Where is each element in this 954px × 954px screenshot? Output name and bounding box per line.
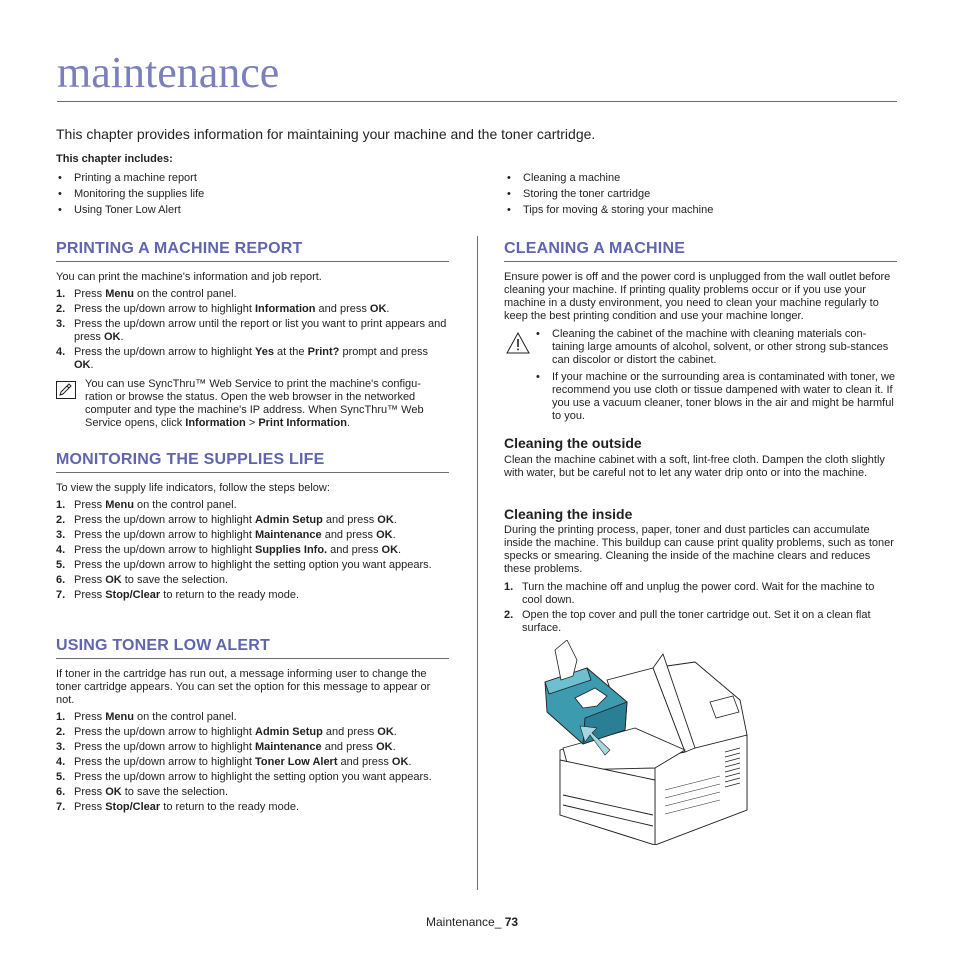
step-item <box>56 771 448 784</box>
caution-item: • If your machine or the surrounding area is contaminated with toner, we recommend you use cloth or tissue dampened with water to clean it. If you use a vacuum cleaner, toner blows in the air and might be harmful to you. <box>534 371 896 423</box>
emphasis-text: Yes <box>255 346 274 358</box>
cleaning-intro: Ensure power is off and the power cord is unplugged from the wall outlet before cleaning your machine. If printing quality problems occur or if you use your machine in a dusty environment, you need to clean your machine regularly to keep the best printing condition and use your machine longer. <box>504 271 891 322</box>
step-item <box>56 288 448 301</box>
toc-item[interactable]: • Storing the toner cartridge <box>505 188 713 204</box>
section-rule <box>56 472 449 473</box>
emphasis-text: Menu <box>105 499 134 511</box>
warning-triangle-icon <box>506 332 530 354</box>
step-text: Press OK to save the selection. <box>74 574 229 586</box>
section-rule <box>504 261 897 262</box>
step-text: Open the top cover and pull the toner cartridge out. Set it on a clean flat surface. <box>522 609 871 634</box>
cleaning-steps <box>504 581 896 637</box>
step-number: 1. <box>56 711 66 723</box>
step-text: Press the up/down arrow to highlight the setting option you want appears. <box>74 771 432 783</box>
toc-item[interactable]: • Tips for moving & storing your machine <box>505 204 713 220</box>
caution-item: • Cleaning the cabinet of the machine with cleaning materials con-taining large amounts of alcohol, solvent, or other strong sub-stances can discolor or distort the cabinet. <box>534 328 896 367</box>
step-number: 1. <box>56 499 66 511</box>
subheading-outside: Cleaning the outside <box>504 435 642 451</box>
emphasis-text: Admin Setup <box>255 514 323 526</box>
emphasis-text: Print? <box>307 346 340 358</box>
step-text: Press Menu on the control panel. <box>74 288 237 300</box>
step-text: Press the up/down arrow to highlight Information and press OK. <box>74 303 390 315</box>
emphasis-text: OK <box>103 331 121 343</box>
emphasis-text: OK <box>377 514 394 526</box>
page-number: 73 <box>504 915 519 929</box>
printer-toner-illustration <box>535 640 755 845</box>
note-pencil-icon <box>56 381 76 399</box>
toc-item[interactable]: • Using Toner Low Alert <box>56 204 204 220</box>
emphasis-text: OK <box>377 726 394 738</box>
step-item <box>56 741 448 754</box>
emphasis-text: OK <box>74 359 91 371</box>
step-text: Press Menu on the control panel. <box>74 499 237 511</box>
step-text: Press the up/down arrow to highlight Maintenance and press OK. <box>74 529 396 541</box>
step-number: 4. <box>56 756 66 768</box>
step-number: 7. <box>56 589 66 601</box>
title-rule <box>57 101 897 102</box>
toc-item[interactable]: • Printing a machine report <box>56 172 204 188</box>
step-item <box>56 589 448 602</box>
step-number: 2. <box>56 303 66 315</box>
step-number: 1. <box>504 581 514 593</box>
step-number: 7. <box>56 801 66 813</box>
emphasis-text: OK <box>381 544 399 556</box>
step-text: Press the up/down arrow to highlight Toner Low Alert and press OK. <box>74 756 412 768</box>
step-number: 1. <box>56 288 66 300</box>
step-text: Press the up/down arrow until the report or list you want to print appears and press OK. <box>74 318 447 343</box>
emphasis-text: Menu <box>105 711 134 723</box>
step-item <box>56 303 448 316</box>
step-text: Press the up/down arrow to highlight Yes at the Print? prompt and press OK. <box>74 346 429 371</box>
includes-label: This chapter includes: <box>56 153 173 165</box>
step-item <box>56 499 448 512</box>
step-text: Press the up/down arrow to highlight Admin Setup and press OK. <box>74 726 397 738</box>
step-item <box>56 529 448 542</box>
step-item <box>56 726 448 739</box>
emphasis-text: Information <box>255 303 316 315</box>
step-text: Press Stop/Clear to return to the ready mode. <box>74 801 300 813</box>
toc-right <box>505 172 713 220</box>
step-text: Press Menu on the control panel. <box>74 711 237 723</box>
step-item <box>504 581 896 607</box>
step-text: Press OK to save the selection. <box>74 786 229 798</box>
inside-text: During the printing process, paper, toner and dust particles can accumulate inside the machine. This buildup can cause print quality problems, such as toner specks or smearing. Cleaning the inside of the machine clears and reduces these problems. <box>504 524 894 575</box>
emphasis-text: OK <box>369 303 387 315</box>
emphasis-text: OK <box>376 529 393 541</box>
step-number: 2. <box>504 609 514 621</box>
step-number: 6. <box>56 786 66 798</box>
outside-text: Clean the machine cabinet with a soft, lint-free cloth. Dampen the cloth slightly with water, but be careful not to let any water drip onto or into the machine. <box>504 454 885 479</box>
step-item <box>56 544 448 557</box>
step-number: 3. <box>56 741 66 753</box>
emphasis-text: OK <box>376 741 393 753</box>
note-text: You can use SyncThru™ Web Service to print the machine's configu-ration or browse the status. Open the web browser in the networked computer and type the machine's IP address. When SyncThru™ Web Service opens, click Information > Print Information. <box>85 378 424 429</box>
emphasis-text: Print Information <box>258 417 347 429</box>
toc-item[interactable]: • Monitoring the supplies life <box>56 188 204 204</box>
step-text: Press Stop/Clear to return to the ready mode. <box>74 589 300 601</box>
step-text: Turn the machine off and unplug the power cord. Wait for the machine to cool down. <box>522 581 875 606</box>
toner-alert-intro: If toner in the cartridge has run out, a message informing user to change the toner cartridge appears. You can set the option for this message to appear or not. <box>56 668 431 706</box>
step-item <box>56 514 448 527</box>
emphasis-text: OK <box>105 574 122 586</box>
chapter-intro: This chapter provides information for maintaining your machine and the toner cartridge. <box>56 126 596 142</box>
step-item <box>56 711 448 724</box>
emphasis-text: Stop/Clear <box>105 801 161 813</box>
page-footer <box>426 915 518 929</box>
step-text: Press the up/down arrow to highlight Supplies Info. and press OK. <box>74 544 402 556</box>
step-text: Press the up/down arrow to highlight Maintenance and press OK. <box>74 741 396 753</box>
emphasis-text: Admin Setup <box>255 726 323 738</box>
column-divider <box>477 236 478 890</box>
emphasis-text: Supplies Info. <box>255 544 328 556</box>
step-item <box>56 346 448 372</box>
step-item <box>56 318 448 344</box>
section-heading-toner-alert: USING TONER LOW ALERT <box>56 637 270 654</box>
step-number: 4. <box>56 544 66 556</box>
step-item <box>56 786 448 799</box>
footer-label: Maintenance_ <box>426 915 502 929</box>
emphasis-text: Information <box>185 417 246 429</box>
section-rule <box>56 658 449 659</box>
emphasis-text: OK <box>391 756 409 768</box>
report-intro: You can print the machine's information and job report. <box>56 271 322 283</box>
step-item <box>56 801 448 814</box>
step-number: 6. <box>56 574 66 586</box>
step-number: 3. <box>56 318 66 330</box>
section-heading-cleaning: CLEANING A MACHINE <box>504 240 686 257</box>
emphasis-text: Maintenance <box>255 741 322 753</box>
emphasis-text: Menu <box>105 288 134 300</box>
step-number: 3. <box>56 529 66 541</box>
emphasis-text: Toner Low Alert <box>255 756 338 768</box>
emphasis-text: OK <box>105 786 122 798</box>
step-item <box>56 559 448 572</box>
step-text: Press the up/down arrow to highlight Admin Setup and press OK. <box>74 514 397 526</box>
report-steps <box>56 288 448 374</box>
section-heading-report: PRINTING A MACHINE REPORT <box>56 240 303 257</box>
step-text: Press the up/down arrow to highlight the setting option you want appears. <box>74 559 432 571</box>
step-item <box>56 756 448 769</box>
caution-list <box>534 328 896 427</box>
step-number: 2. <box>56 514 66 526</box>
emphasis-text: Stop/Clear <box>105 589 161 601</box>
step-number: 5. <box>56 559 66 571</box>
step-item <box>504 609 896 635</box>
emphasis-text: Maintenance <box>255 529 322 541</box>
step-number: 4. <box>56 346 66 358</box>
step-number: 5. <box>56 771 66 783</box>
subheading-inside: Cleaning the inside <box>504 506 633 522</box>
step-number: 2. <box>56 726 66 738</box>
section-rule <box>56 261 449 262</box>
section-heading-supplies: MONITORING THE SUPPLIES LIFE <box>56 451 325 468</box>
step-item <box>56 574 448 587</box>
page-title: maintenance <box>57 48 280 97</box>
supplies-steps <box>56 499 448 604</box>
toc-left <box>56 172 204 220</box>
supplies-intro: To view the supply life indicators, follow the steps below: <box>56 482 330 494</box>
toner-alert-steps <box>56 711 448 816</box>
toc-item[interactable]: • Cleaning a machine <box>505 172 713 188</box>
